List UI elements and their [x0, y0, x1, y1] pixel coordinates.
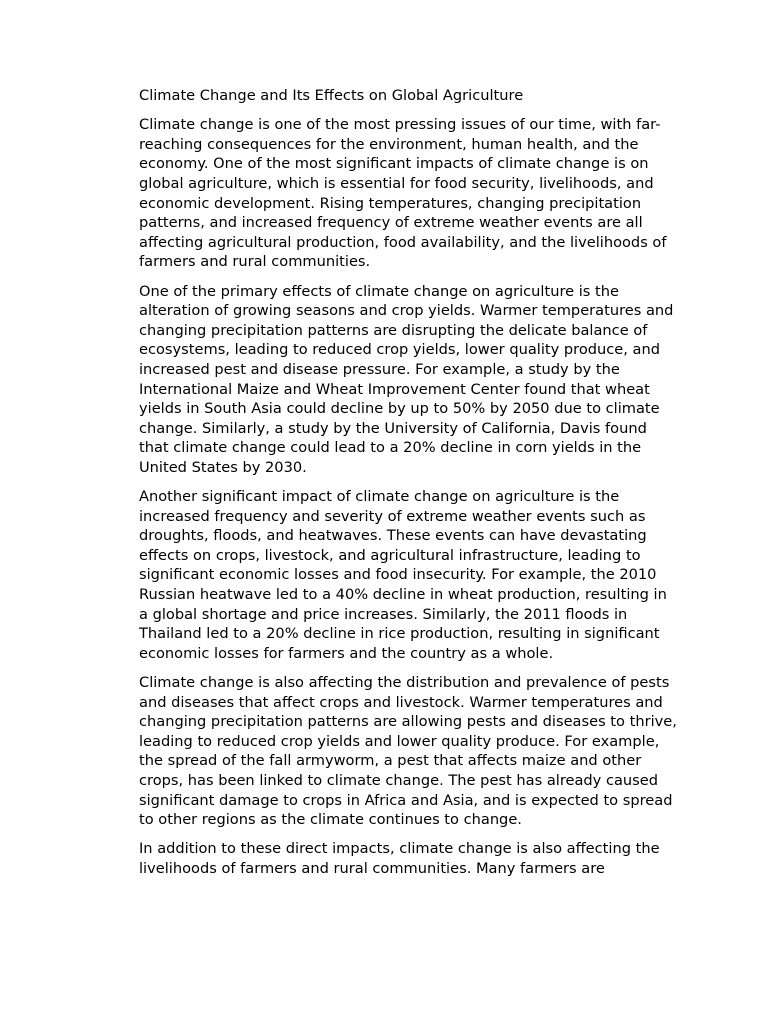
document-body [139, 86, 679, 888]
paragraph-4: Climate change is also affecting the distribution and prevalence of pests and diseases that affect crops and livestock. Warmer temperatures and changing precipitation patterns are allowing pests and diseases to thrive, leading to reduced crop yields and lower quality produce. For example, the spread of the fall armyworm, a pest that affects maize and other crops, has been linked to climate change. The pest has already caused significant damage to crops in Africa and Asia, and is expected to spread to other regions as the climate continues to change. [139, 674, 677, 829]
paragraph-5: In addition to these direct impacts, climate change is also affecting the livelihoods of farmers and rural communities. Many farmers are [139, 840, 660, 877]
paragraph-2: One of the primary effects of climate change on agriculture is the alteration of growing seasons and crop yields. Warmer temperatures and changing precipitation patterns are disrupting the delicate balance of ecosystems, leading to reduced crop yields, lower quality produce, and increased pest and disease pressure. For example, a study by the International Maize and Wheat Improvement Center found that wheat yields in South Asia could decline by up to 50% by 2050 due to climate change. Similarly, a study by the University of California, Davis found that climate change could lead to a 20% decline in corn yields in the United States by 2030. [139, 282, 674, 476]
document-title: Climate Change and Its Effects on Global Agriculture [139, 87, 524, 104]
paragraph-1: Climate change is one of the most pressing issues of our time, with far-reaching consequences for the environment, human health, and the economy. One of the most significant impacts of climate change is on global agriculture, which is essential for food security, livelihoods, and economic development. Rising temperatures, changing precipitation patterns, and increased frequency of extreme weather events are all affecting agricultural production, food availability, and the livelihoods of farmers and rural communities. [139, 116, 667, 271]
paragraph-3: Another significant impact of climate change on agriculture is the increased frequency and severity of extreme weather events such as droughts, floods, and heatwaves. These events can have devastating effects on crops, livestock, and agricultural infrastructure, leading to significant economic losses and food insecurity. For example, the 2010 Russian heatwave led to a 40% decline in wheat production, resulting in a global shortage and price increases. Similarly, the 2011 floods in Thailand led to a 20% decline in rice production, resulting in significant economic losses for farmers and the country as a whole. [139, 488, 667, 662]
